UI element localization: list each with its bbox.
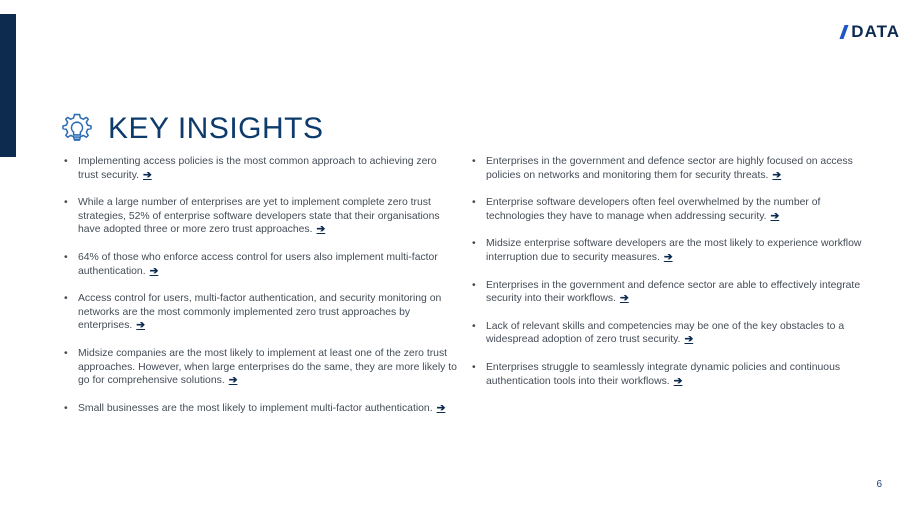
arrow-link-icon[interactable]: ➔ (772, 169, 782, 181)
arrow-link-icon[interactable]: ➔ (436, 402, 446, 414)
list-item (470, 196, 865, 223)
lightbulb-gear-icon (60, 112, 94, 146)
insight-text: While a large number of enterprises are yet to implement complete zero trust strategies, 52% of enterprise software developers state that their organisations have adopted three or more zero trust approaches. (78, 197, 440, 236)
arrow-link-icon[interactable]: ➔ (684, 334, 694, 346)
brand-logo (842, 22, 900, 42)
list-item (470, 237, 865, 264)
list-item (470, 361, 865, 388)
arrow-link-icon[interactable]: ➔ (228, 375, 238, 387)
arrow-link-icon[interactable]: ➔ (619, 293, 629, 305)
list-item (62, 402, 457, 416)
arrow-link-icon[interactable]: ➔ (316, 224, 326, 236)
accent-bar (0, 14, 16, 157)
list-item (470, 155, 865, 182)
insight-text: Midsize enterprise software developers are the most likely to experience workflow interruption due to security measures. (486, 238, 862, 263)
arrow-link-icon[interactable]: ➔ (149, 265, 159, 277)
list-item (470, 279, 865, 306)
left-insights-list (62, 155, 457, 429)
page-number: 6 (876, 479, 882, 490)
arrow-link-icon[interactable]: ➔ (770, 210, 780, 222)
list-item (62, 155, 457, 182)
arrow-link-icon[interactable]: ➔ (673, 375, 683, 387)
list-item (62, 347, 457, 388)
list-item (62, 251, 457, 278)
right-insights-list (470, 155, 865, 402)
insight-text: Access control for users, multi-factor authentication, and security monitoring on networks are the most commonly implemented zero trust approaches by enterprises. (78, 293, 442, 332)
list-item (470, 320, 865, 347)
insight-text: Small businesses are the most likely to implement multi-factor authentication. (78, 402, 433, 414)
insight-text: Enterprises in the government and defence sector are able to effectively integrate security into their workflows. (486, 279, 861, 305)
arrow-link-icon[interactable]: ➔ (136, 320, 146, 332)
insight-text: Enterprise software developers often feel overwhelmed by the number of technologies they have to manage when addressing security. (486, 197, 821, 222)
list-item (62, 196, 457, 237)
logo-slash-icon (840, 25, 849, 39)
insight-text: Midsize companies are the most likely to implement at least one of the zero trust approaches. However, when large enterprises do the same, they are more likely to go for comprehensive solutions. (78, 347, 457, 387)
insight-text: Implementing access policies is the most common approach to achieving zero trust security. (78, 156, 437, 181)
logo-text: DATA (851, 22, 900, 41)
page-title: KEY INSIGHTS (108, 112, 324, 146)
arrow-link-icon[interactable]: ➔ (143, 169, 152, 181)
insight-text: Enterprises struggle to seamlessly integrate dynamic policies and continuous authentication tools into their workflows. (486, 361, 841, 387)
insight-text: Lack of relevant skills and competencies may be one of the key obstacles to a widespread adoption of zero trust security. (486, 320, 845, 346)
insight-text: Enterprises in the government and defence sector are highly focused on access policies on networks and monitoring them for security threats. (486, 156, 853, 181)
arrow-link-icon[interactable]: ➔ (663, 251, 673, 263)
list-item (62, 292, 457, 333)
insight-text: 64% of those who enforce access control for users also implement multi-factor authentication. (78, 251, 438, 277)
